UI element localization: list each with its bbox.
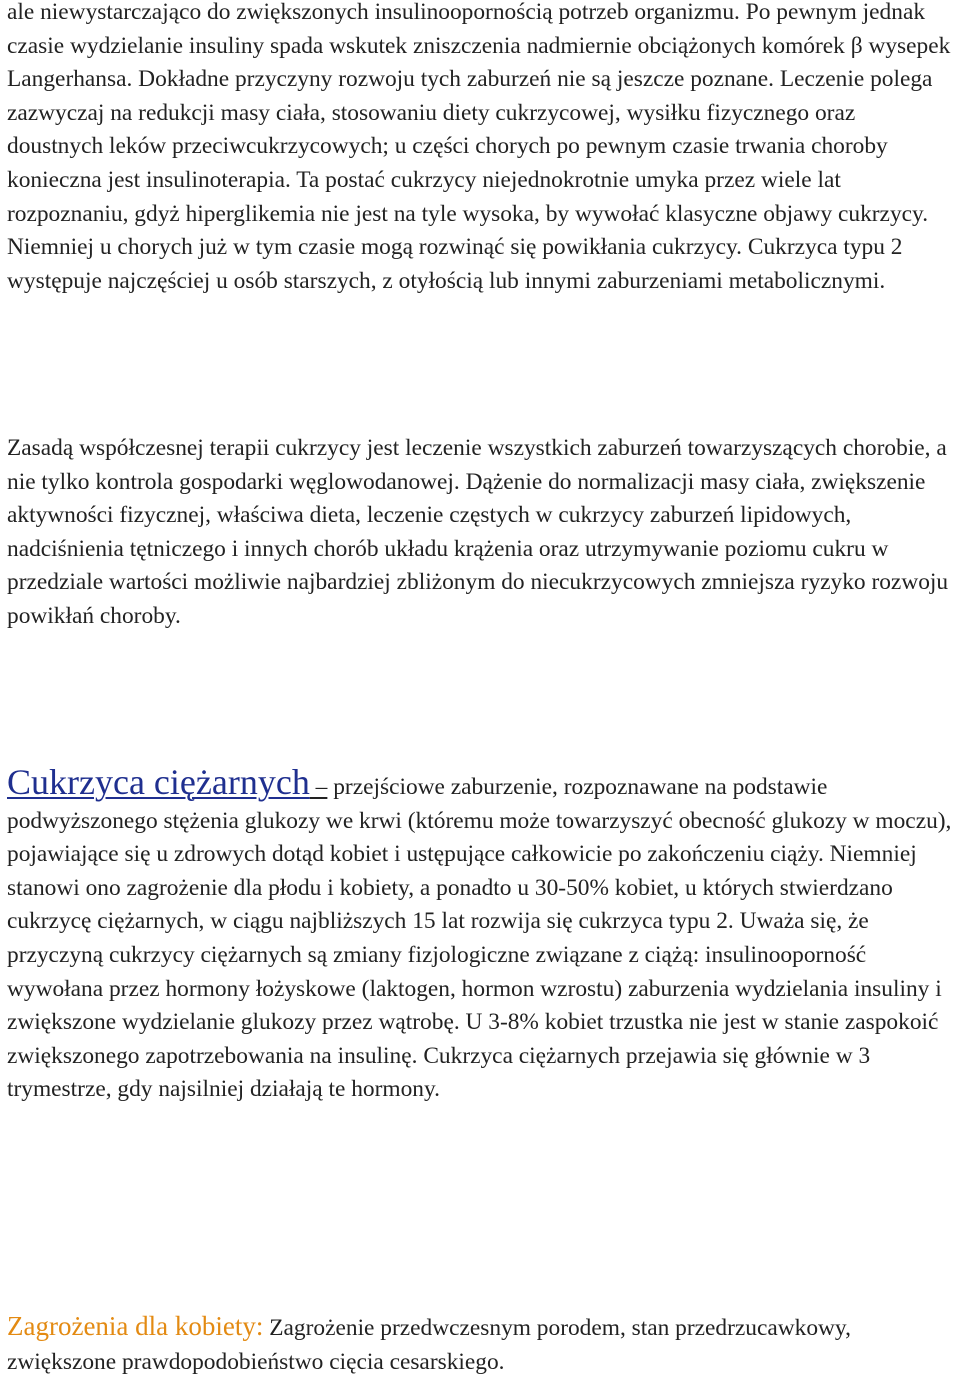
heading-dash: – <box>309 774 328 800</box>
paragraph-risks-for-women <box>7 1310 955 1379</box>
section-heading-risks-for-women: Zagrożenia dla kobiety: <box>7 1311 264 1341</box>
paragraph-type2-diabetes: ale niewystarczająco do zwiększonych insulinoopornością potrzeb organizmu. Po pewnym jednak czasie wydzielanie insuliny spada wskutek zniszczenia nadmiernie obciążonych komórek β wysepek Langerhansa. Dokładne przyczyny rozwoju tych zaburzeń nie są jeszcze poznane. Leczenie polega zazwyczaj na redukcji masy ciała, stosowaniu diety cukrzycowej, wysiłku fizycznego oraz doustnych leków przeciwcukrzycowych; u części chorych po pewnym czasie trwania choroby konieczna jest insulinoterapia. Ta postać cukrzycy niejednokrotnie umyka przez wiele lat rozpoznaniu, gdyż hiperglikemia nie jest na tyle wysoka, by wywołać klasyczne objawy cukrzycy. Niemniej u chorych już w tym czasie mogą rozwinąć się powikłania cukrzycy. Cukrzyca typu 2 występuje najczęściej u osób starszych, z otyłością lub innymi zaburzeniami metabolicznymi. <box>7 0 951 294</box>
risks-for-women-body: Zagrożenie przedwczesnym porodem, stan przedrzucawkowy, zwiększone prawdopodobieństwo cięcia cesarskiego. <box>7 1315 851 1375</box>
paragraph-therapy-principles: Zasadą współczesnej terapii cukrzycy jest leczenie wszystkich zaburzeń towarzyszących chorobie, a nie tylko kontrola gospodarki węglowodanowej. Dążenie do normalizacji masy ciała, zwiększenie aktywności fizycznej, właściwa dieta, leczenie częstych w cukrzycy zaburzeń lipidowych, nadciśnienia tętniczego i innych chorób układu krążenia oraz utrzymywanie poziomu cukru w przedziale wartości możliwie najbardziej zbliżonym do niecukrzycowych zmniejsza ryzyko rozwoju powikłań choroby. <box>7 435 949 629</box>
paragraph-gestational-diabetes <box>7 762 955 1107</box>
gestational-diabetes-body: przejściowe zaburzenie, rozpoznawane na podstawie podwyższonego stężenia glukozy we krwi (któremu może towarzyszyć obecność glukozy w moczu), pojawiające się u zdrowych dotąd kobiet i ustępujące całkowicie po zakończeniu ciąży. Niemniej stanowi ono zagrożenie dla płodu i kobiety, a ponadto u 30-50% kobiet, u których stwierdzano cukrzycę ciężarnych, w ciągu najbliższych 15 lat rozwija się cukrzyca typu 2. Uważa się, że przyczyną cukrzycy ciężarnych są zmiany fizjologiczne związane z ciążą: insulinooporność wywołana przez hormony łożyskowe (laktogen, hormon wzrostu) zaburzenia wydzielania insuliny i zwiększone wydzielanie glukozy przez wątrobę. U 3-8% kobiet trzustka nie jest w stanie zaspokoić zwiększonego zapotrzebowania na insulinę. Cukrzyca ciężarnych przejawia się głównie w 3 trymestrze, gdy najsilniej działają te hormony. <box>7 774 952 1103</box>
section-heading-gestational-diabetes: Cukrzyca ciężarnych <box>7 762 310 802</box>
